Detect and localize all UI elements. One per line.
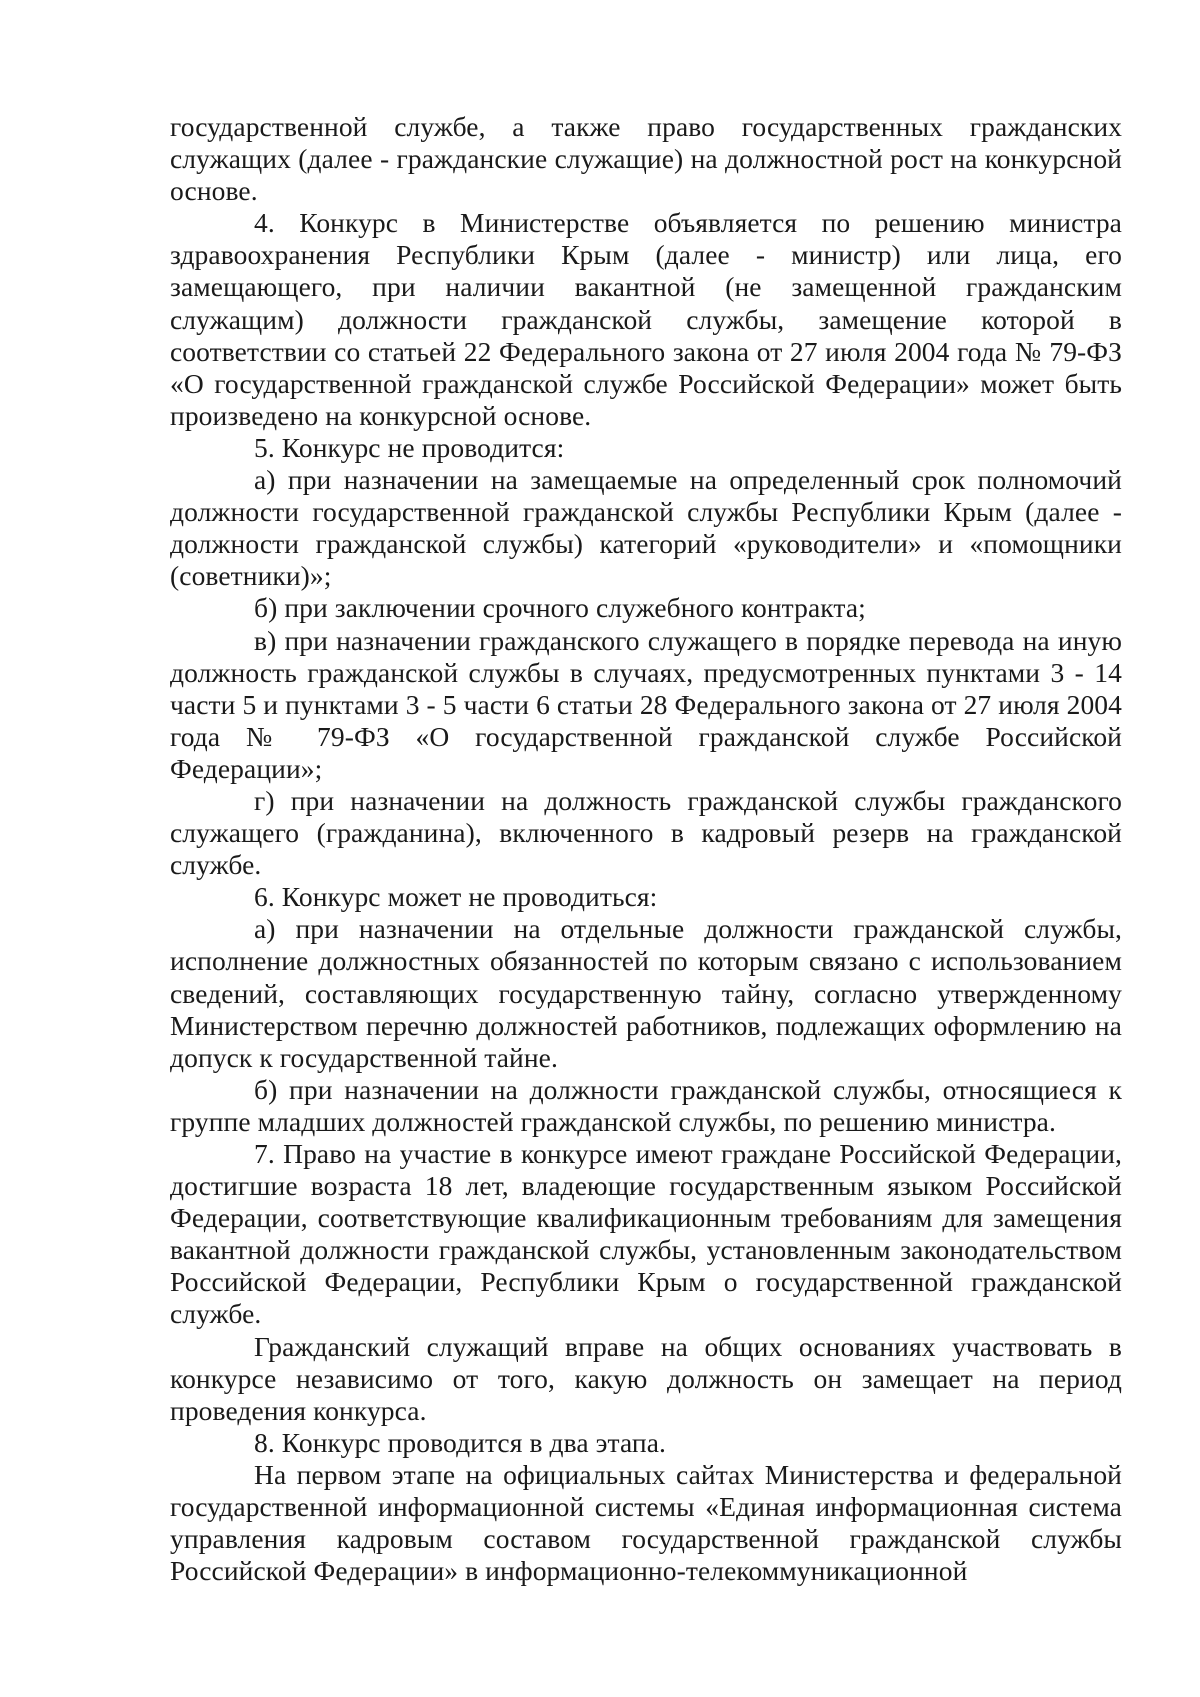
paragraph-item-5a: а) при назначении на замещаемые на определенный срок полномочий должности государственной гражданской службы Республики Крым (далее - должности гражданской службы) категорий «руководители» и «помощники (советники)»; xyxy=(170,464,1122,592)
paragraph-item-6: 6. Конкурс может не проводиться: xyxy=(254,881,658,913)
paragraph-item-4: 4. Конкурс в Министерстве объявляется по решению министра здравоохранения Республики Крым (далее - министр) или лица, его замещающего, при наличии вакантной (не замещенной гражданским служащим) должности гражданской службы, замещение которой в соответствии со статьей 22 Федерального закона от 27 июля 2004 года № 79-ФЗ «О государственной гражданской службе Российской Федерации» может быть произведено на конкурсной основе. xyxy=(170,207,1122,431)
paragraph-item-6a: а) при назначении на отдельные должности гражданской службы, исполнение должностных обязанностей по которым связано с использованием сведений, составляющих государственную тайну, согласно утвержденному Министерством перечню должностей работников, подлежащих оформлению на допуск к государственной тайне. xyxy=(170,913,1122,1073)
paragraph-item-5b: б) при заключении срочного служебного контракта; xyxy=(254,592,866,624)
paragraph-item-5g: г) при назначении на должность гражданской службы гражданского служащего (гражданина), включенного в кадровый резерв на гражданской службе. xyxy=(170,784,1122,881)
paragraph-item-8: 8. Конкурс проводится в два этапа. xyxy=(254,1426,667,1458)
paragraph-continuation: государственной службе, а также право государственных гражданских служащих (далее - гражданские служащие) на должностной рост на конкурсной основе. xyxy=(170,111,1122,207)
paragraph-item-5v: в) при назначении гражданского служащего в порядке перевода на иную должность гражданской службы в случаях, предусмотренных пунктами 3 - 14 части 5 и пунктами 3 - 5 части 6 статьи 28 Федерального закона от 27 июля 2004 года № 79-ФЗ «О государственной гражданской службе Российской Федерации»; xyxy=(170,624,1122,784)
paragraph-item-7: 7. Право на участие в конкурсе имеют граждане Российской Федерации, достигшие возраста 18 лет, владеющие государственным языком Российской Федерации, соответствующие квалификационным требованиям для замещения вакантной должности гражданской службы, установленным законодательством Российской Федерации, Республики Крым о государственной гражданской службе. xyxy=(170,1138,1122,1330)
paragraph-item-8-first-stage: На первом этапе на официальных сайтах Министерства и федеральной государственной информационной системы «Единая информационная система управления кадровым составом государственной гражданской службы Российской Федерации» в информационно-телекоммуникационной xyxy=(170,1458,1122,1587)
paragraph-item-5: 5. Конкурс не проводится: xyxy=(254,431,565,463)
paragraph-item-6b: б) при назначении на должности гражданской службы, относящиеся к группе младших должностей гражданской службы, по решению министра. xyxy=(170,1073,1122,1137)
document-body xyxy=(170,111,1122,1587)
paragraph-item-7-note: Гражданский служащий вправе на общих основаниях участвовать в конкурсе независимо от того, какую должность он замещает на период проведения конкурса. xyxy=(170,1330,1122,1426)
